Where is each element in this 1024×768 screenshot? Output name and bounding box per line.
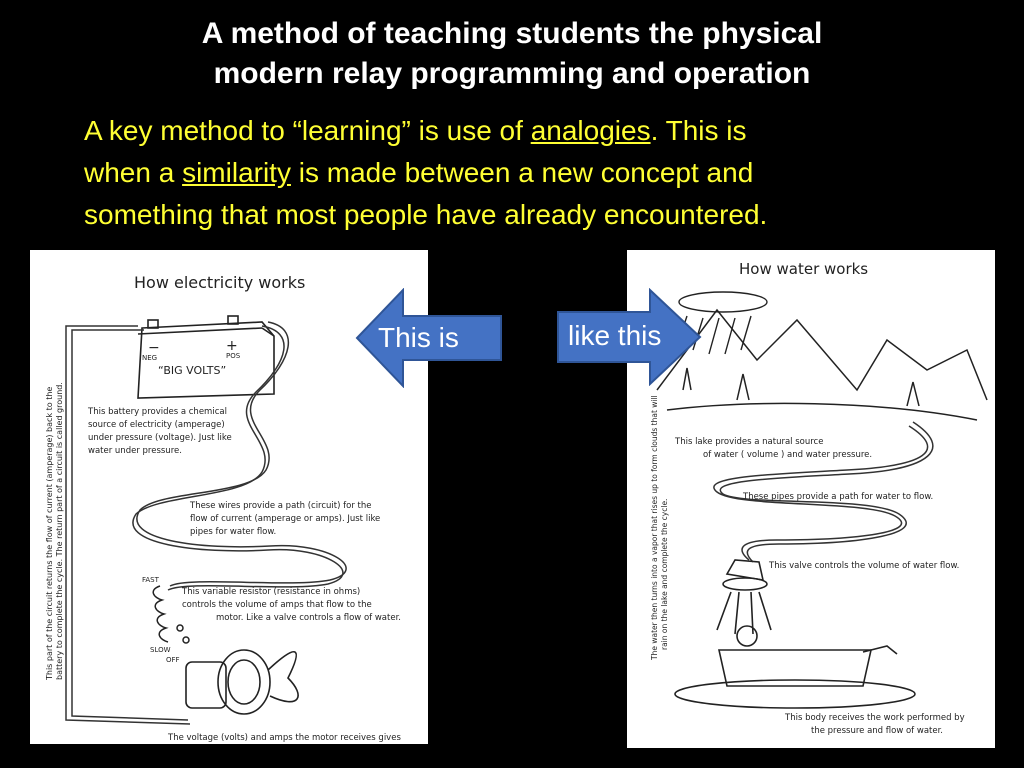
- body-text-segment: . This is: [650, 115, 747, 146]
- cycle-note-1: The water then turns into a vapor that rises up to form clouds that will: [650, 395, 659, 660]
- battery-pos: POS: [226, 352, 241, 360]
- resistor-fast: FAST: [142, 576, 159, 584]
- title-line-2: modern relay programming and operation: [213, 57, 811, 90]
- bathtub-icon: [675, 626, 915, 708]
- resistor-note-3: motor. Like a valve controls a flow of water.: [216, 613, 401, 623]
- body-note-2: the pressure and flow of water.: [811, 726, 944, 736]
- right-arrow-label: like this: [568, 320, 662, 351]
- battery-plus: +: [226, 338, 238, 354]
- body-note-1: This body receives the work performed by: [785, 713, 965, 723]
- valve-note: This valve controls the volume of water flow.: [769, 561, 960, 571]
- wires-note-1: These wires provide a path (circuit) for the: [190, 501, 372, 511]
- body-line-2: [84, 152, 984, 194]
- motor-icon: [186, 650, 298, 714]
- left-arrow-label: This is: [378, 322, 459, 353]
- battery-note-1: This battery provides a chemical: [88, 407, 227, 417]
- pipes-note: These pipes provide a path for water to flow.: [743, 492, 934, 502]
- body-line-1: [84, 110, 984, 152]
- body-text: [84, 110, 984, 236]
- ground-note-1: This part of the circuit returns the flow of current (amperage) back to the: [45, 386, 54, 680]
- title-line-1: A method of teaching students the physical: [201, 17, 823, 50]
- battery-label: “BIG VOLTS”: [158, 364, 227, 377]
- battery-minus: −: [148, 340, 160, 356]
- body-text-segment: when a: [84, 157, 183, 188]
- cycle-note-2: rain on the lake and complete the cycle.: [660, 498, 669, 650]
- valve-icon: [717, 560, 771, 634]
- body-text-segment: A key method to “learning” is use of: [84, 115, 531, 146]
- wires-note-2: flow of current (amperage or amps). Just like: [190, 514, 381, 524]
- analogies-term: analogies: [530, 115, 651, 146]
- body-text-segment: is made between a new concept and: [290, 157, 754, 188]
- battery-note-3: under pressure (voltage). Just like: [88, 433, 232, 443]
- resistor-note-2: controls the volume of amps that flow to the: [182, 600, 372, 610]
- resistor-note-1: This variable resistor (resistance in ohms): [182, 587, 361, 597]
- electricity-heading: How electricity works: [134, 273, 306, 292]
- mountains-icon: [657, 310, 987, 420]
- battery-icon: [138, 316, 274, 398]
- ground-note-2: battery to complete the cycle. The return part of a circuit is called ground.: [55, 382, 64, 680]
- resistor-off: OFF: [166, 656, 180, 664]
- similarity-term: similarity: [182, 157, 291, 188]
- resistor-slow: SLOW: [150, 646, 171, 654]
- lake-note-2: of water ( volume ) and water pressure.: [703, 450, 873, 460]
- battery-note-2: source of electricity (amperage): [88, 420, 225, 430]
- lake-note-1: This lake provides a natural source: [675, 437, 824, 447]
- battery-note-4: water under pressure.: [88, 446, 182, 456]
- slide-title: [0, 14, 1024, 94]
- body-line-3: something that most people have already encountered.: [84, 199, 768, 230]
- electricity-bottom-note: The voltage (volts) and amps the motor receives gives: [168, 733, 401, 743]
- water-heading: How water works: [739, 260, 869, 278]
- battery-neg: NEG: [142, 354, 158, 362]
- wires-note-3: pipes for water flow.: [190, 527, 277, 537]
